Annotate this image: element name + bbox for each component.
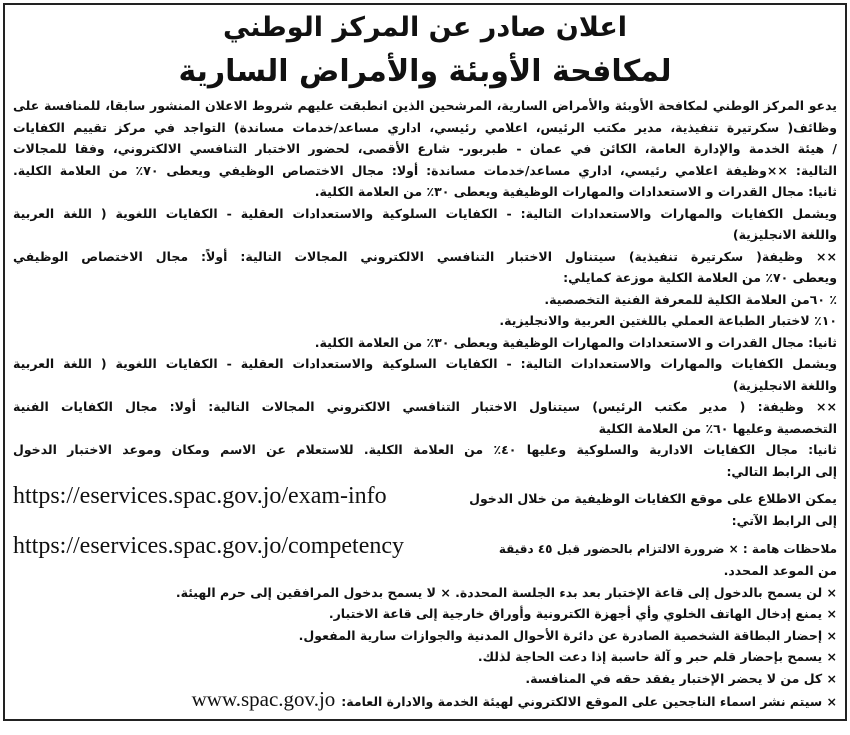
announcement-border [3, 3, 847, 721]
note-item: × لن يسمح بالدخول إلى قاعة الإختبار بعد بدء الجلسة المحددة. × لا يسمح بدخول المرافقين إلى حرم الهيئة. [175, 584, 837, 600]
body-line: ويعطى ٧٠٪ من العلامة الكلية موزعة كمايلي: [563, 270, 837, 285]
body-line: التخصصية وعليها ٦٠٪ من العلامة الكلية [598, 420, 837, 436]
announcement-title-line2: لمكافحة الأوبئة والأمراض السارية [178, 54, 672, 89]
competency-link[interactable]: https://eservices.spac.gov.jo/competency [13, 532, 404, 559]
note-item: × يسمح بإحضار قلم حبر و آلة حاسبة إذا دعت الحاجة لذلك. [477, 649, 837, 664]
exam-info-link[interactable]: https://eservices.spac.gov.jo/exam-info [13, 483, 387, 509]
note-item: × كل من لا يحضر الإختبار يفقد حقه في المنافسة. [525, 670, 837, 686]
body-line: ×× وظيفة: ( مدير مكتب الرئيس) سيتناول الاختبار التنافسي الالكتروني المجالات التالية: أولا: مجال الكفايات الفنية [13, 399, 837, 414]
body-line: / هيئة الخدمة والإدارة العامة، الكائن في عمان - طبربور- شارع الأقصى، لحضور الاختبار التنافسي الالكتروني، وفقا للمجالات [13, 141, 837, 156]
final-note [13, 689, 837, 713]
announcement-title-line1: اعلان صادر عن المركز الوطني [222, 12, 628, 43]
body-line: واللغة الانجليزية) [732, 227, 837, 242]
body-line: ثانيا: مجال الكفايات الادارية والسلوكية وعليها ٤٠٪ من العلامة الكلية. للاستعلام عن الاسم ومكان وموعد الاختبار الدخول [13, 442, 837, 457]
body-line: ٪ ٦٠من العلامة الكلية للمعرفة الفنية التخصصية. [544, 291, 837, 307]
body-line: واللغة الانجليزية) [732, 377, 837, 393]
body-line: ×× وظيفة( سكرتيرة تنفيذية) سيتناول الاختبار التنافسي الالكتروني المجالات التالية: أولاً: مجال الاختصاص الوظيفي [13, 248, 837, 264]
body-line: إلى الرابط التالي: [726, 463, 837, 479]
body-line: إلى الرابط الآتي: [731, 513, 837, 528]
body-line: التالية: ××وظيفة اعلامي رئيسي، اداري مساعد/خدمات مساندة: أولا: مجال الاختصاص الوظيفي ويعطى ٧٠٪ من العلامة الكلية. [13, 162, 837, 178]
body-line: وظائف( سكرتيرة تنفيذية، مدير مكتب الرئيس، اعلامي رئيسي، اداري مساعد/خدمات مساندة) التواجد في مركز تقييم الكفايات [13, 119, 837, 135]
body-line: ويشمل الكفايات والمهارات والاستعدادات التالية: - الكفايات السلوكية والاستعدادات العقلية - الكفايات اللغوية ( اللغة العربية [13, 356, 837, 371]
spac-website-link[interactable]: www.spac.gov.jo [191, 687, 336, 711]
final-note-text: × سيتم نشر اسماء الناجحين على الموقع الالكتروني لهيئة الخدمة والادارة العامة: [341, 694, 837, 709]
body-line: من الموعد المحدد. [723, 563, 837, 578]
body-line: ثانيا: مجال القدرات و الاستعدادات والمهارات الوظيفية ويعطى ٣٠٪ من العلامة الكلية. [314, 184, 837, 199]
body-line: ثانيا: مجال القدرات و الاستعدادات والمهارات الوظيفية ويعطى ٣٠٪ من العلامة الكلية. [314, 334, 837, 350]
body-line: ١٠٪ لاختبار الطباعة العملي باللغتين العربية والانجليزية. [499, 313, 837, 328]
note-item: × يمنع إدخال الهاتف الخلوي وأي أجهزة الكترونية وأوراق خارجية إلى قاعة الاختبار. [328, 606, 837, 621]
note-item: × إحضار البطاقة الشخصية الصادرة عن دائرة الأحوال المدنية والجوازات سارية المفعول. [298, 627, 837, 643]
body-line: يدعو المركز الوطني لمكافحة الأوبئة والأمراض السارية، المرشحين الذين انطبقت عليهم شروط الاعلان المنشور سابقا، للمنافسة على [13, 98, 837, 113]
body-line: ويشمل الكفايات والمهارات والاستعدادات التالية: - الكفايات السلوكية والاستعدادات العقلية - الكفايات اللغوية ( اللغة العربية [13, 205, 837, 221]
exam-info-text: يمكن الاطلاع على موقع الكفايات الوظيفية من خلال الدخول [469, 491, 837, 506]
exam-info-line [13, 482, 837, 510]
important-notes-text: ملاحظات هامة : × ضرورة الالتزام بالحضور قبل ٤٥ دقيقة [498, 541, 837, 556]
competency-line [13, 532, 837, 561]
